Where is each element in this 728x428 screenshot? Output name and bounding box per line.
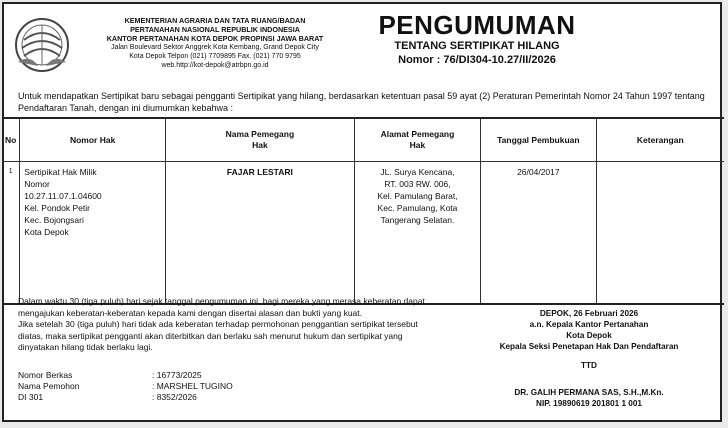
announcement-number: Nomor : 76/DI304-10.27/II/2026: [398, 54, 556, 66]
agency-address-1: Jalan Boulevard Sektor Anggrek Kota Kembang, Grand Depok City: [111, 44, 319, 51]
hak-line: Nomor: [24, 179, 50, 189]
announcement-title: [352, 10, 602, 67]
sign-office: Kota Depok: [566, 331, 612, 340]
cell-nomor-hak: [20, 162, 166, 305]
sign-on-behalf: a.n. Kepala Kantor Pertanahan: [529, 320, 649, 329]
reference-list: [18, 370, 233, 403]
ref-label: DI 301: [18, 392, 44, 402]
addr-line: Kec. Pamulang, Kota: [377, 203, 458, 213]
cell-keterangan: [596, 162, 724, 305]
notice-line: dinyatakan hilang tidak berlaku lagi.: [18, 342, 153, 352]
header-no: No: [2, 118, 20, 162]
hak-line: Kec. Bojongsari: [24, 215, 84, 225]
sign-spacer: [474, 371, 704, 387]
sign-spacer: [474, 352, 704, 360]
header-nama-line-1: Nama Pemegang: [225, 129, 295, 139]
sign-position: Kepala Seksi Penetapan Hak Dan Pendaftaran: [499, 342, 679, 351]
header-tanggal-pembukuan: Tanggal Pembukuan: [481, 118, 596, 162]
ref-row: [18, 392, 233, 403]
addr-line: Tangerang Selatan.: [380, 215, 455, 225]
cell-nama-pemegang: FAJAR LESTARI: [165, 162, 354, 305]
header-nama-pemegang: [165, 118, 354, 162]
header-alamat-pemegang: [354, 118, 480, 162]
notice-line: diatas, maka sertipikat pengganti akan diterbitkan dan berlaku sah menurut hukum dan sertipikat yang: [18, 330, 403, 341]
signature-block: [474, 308, 704, 409]
notice-text: [18, 296, 468, 354]
sign-name: DR. GALIH PERMANA SAS, S.H.,M.Kn.: [514, 388, 664, 397]
header-keterangan: Keterangan: [596, 118, 724, 162]
sign-nip: NIP. 19890619 201801 1 001: [536, 399, 642, 408]
hak-line: 10.27.11.07.1.04600: [24, 191, 102, 201]
announcement-page: [2, 2, 722, 422]
cell-alamat-pemegang: [354, 162, 480, 305]
bpn-emblem-icon: [10, 16, 78, 74]
table-header-row: [2, 118, 724, 162]
agency-line-3: KANTOR PERTANAHAN KOTA DEPOK PROPINSI JAWA BARAT: [106, 34, 324, 43]
ref-value: : 16773/2025: [152, 370, 202, 380]
ref-value: : 8352/2026: [152, 392, 197, 402]
hak-line: Kota Depok: [24, 227, 69, 237]
ref-value: : MARSHEL TUGINO: [152, 381, 233, 391]
agency-line-2: PERTANAHAN NASIONAL REPUBLIK INDONESIA: [130, 25, 300, 34]
header-alamat-line-2: Hak: [409, 140, 426, 150]
title-main: PENGUMUMAN: [378, 10, 576, 40]
notice-line: Jika setelah 30 (tiga puluh) hari tidak ada keberatan terhadap permohonan penggantian sertipikat tersebut: [18, 319, 418, 329]
sign-ttd: TTD: [581, 361, 597, 370]
ref-row: [18, 381, 233, 392]
header-nama-line-2: Hak: [252, 140, 268, 150]
ref-label: Nomor Berkas: [18, 370, 73, 380]
hak-line: Sertipikat Hak Milik: [24, 167, 97, 177]
table-row: [2, 162, 724, 305]
agency-web: web.http://kot-depok@atrbpn.go.id: [161, 62, 269, 69]
addr-line: Kel. Pamulang Barat,: [377, 191, 458, 201]
certificate-table: [2, 117, 724, 305]
agency-header: [84, 16, 346, 70]
ref-row: [18, 370, 233, 381]
ref-label: Nama Pemohon: [18, 381, 80, 391]
agency-line-1: KEMENTERIAN AGRARIA DAN TATA RUANG/BADAN: [124, 16, 306, 25]
notice-line: Dalam waktu 30 (tiga puluh) hari sejak tanggal pengumuman ini, bagi mereka yang merasa keberatan dapat: [18, 296, 425, 306]
hak-line: Kel. Pondok Petir: [24, 203, 90, 213]
intro-text: Untuk mendapatkan Sertipikat baru sebagai pengganti Sertipikat yang hilang, berdasarkan ketentuan pasal 59 ayat (2) Peraturan Pemerintah Nomor 24 Tahun 1997 tentang Pendaftaran Tanah, dengan ini diumumkan kebahwa :: [18, 91, 705, 113]
cell-tanggal-pembukuan: 26/04/2017: [481, 162, 596, 305]
addr-line: JL. Surya Kencana,: [380, 167, 455, 177]
addr-line: RT. 003 RW. 006,: [384, 179, 451, 189]
title-sub: TENTANG SERTIPIKAT HILANG: [394, 40, 560, 52]
header-alamat-line-1: Alamat Pemegang: [380, 129, 455, 139]
agency-address-2: Kota Depok Telpon (021) 7709895 Fax. (021) 770 9795: [129, 53, 301, 60]
header-nomor-hak: Nomor Hak: [20, 118, 166, 162]
cell-no: 1: [2, 162, 20, 305]
notice-line: mengajukan keberatan-keberatan kepada kami dengan disertai alasan dan bukti yang kuat.: [18, 307, 363, 318]
sign-place-date: DEPOK, 26 Februari 2026: [539, 309, 639, 318]
